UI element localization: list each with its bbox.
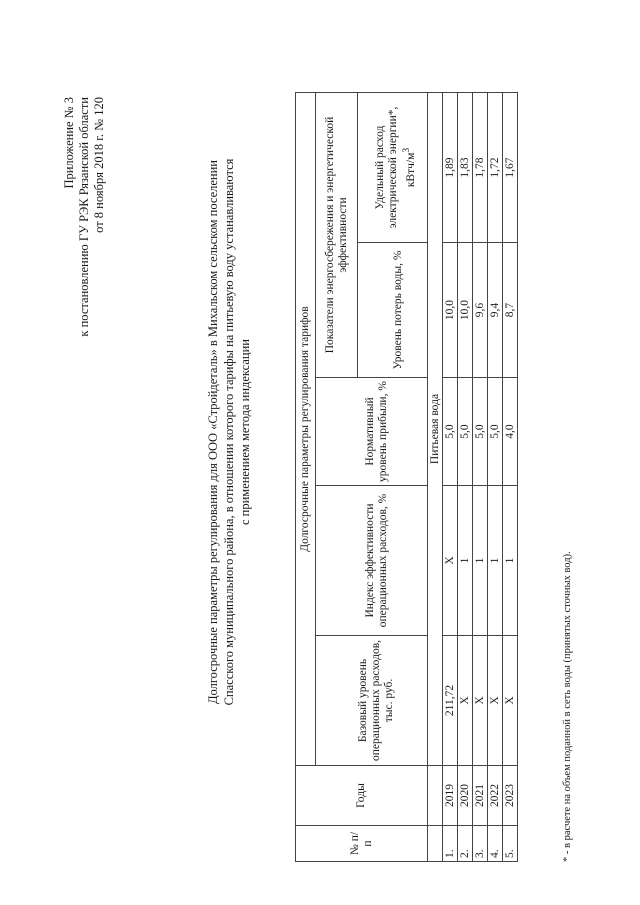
- cell-num: 5.: [503, 826, 518, 862]
- cell-normative-profit: 5,0: [473, 378, 488, 486]
- appendix-header: [62, 97, 107, 337]
- title-line: Спасского муниципального района, в отношении которого тарифы на питьевую воду устанавливаются: [222, 158, 236, 706]
- header-num: № п/п: [296, 826, 428, 862]
- table-row: [443, 93, 458, 862]
- cell-year: 2021: [473, 766, 488, 826]
- appendix-line: Приложение № 3: [62, 97, 76, 189]
- cell-water-loss: 9,4: [488, 243, 503, 378]
- cell-normative-profit: 4,0: [503, 378, 518, 486]
- cell-normative-profit: 5,0: [443, 378, 458, 486]
- cell-energy-use: 1,72: [488, 93, 503, 243]
- cell-efficiency-index: Х: [443, 486, 458, 636]
- cell-base-cost: Х: [458, 636, 473, 766]
- footnote: * - в расчете на объем поданной в сеть воды (принятых сточных вод).: [562, 551, 573, 862]
- header-energy-group: Показатели энергосбережения и энергетической эффективности: [316, 93, 358, 378]
- cell-water-loss: 10,0: [458, 243, 473, 378]
- cell-normative-profit: 5,0: [488, 378, 503, 486]
- cell-efficiency-index: 1: [503, 486, 518, 636]
- cell-num: 2.: [458, 826, 473, 862]
- appendix-line: от 8 ноября 2018 г. № 120: [92, 97, 106, 233]
- table-row: [503, 93, 518, 862]
- cell-energy-use: 1,83: [458, 93, 473, 243]
- cell-efficiency-index: 1: [458, 486, 473, 636]
- cell-base-cost: Х: [473, 636, 488, 766]
- document-page: [40, 12, 600, 892]
- section-drinking-water: Питьевая вода: [428, 93, 443, 766]
- parameters-table: [295, 92, 518, 862]
- table-row: [473, 93, 488, 862]
- header-years: Годы: [296, 766, 428, 826]
- cell-num: 3.: [473, 826, 488, 862]
- header-efficiency-index: Индекс эффективности операционных расходов, %: [316, 486, 428, 636]
- cell-energy-use: 1,78: [473, 93, 488, 243]
- cell-efficiency-index: 1: [488, 486, 503, 636]
- cell-energy-use: 1,67: [503, 93, 518, 243]
- document-title: [205, 32, 253, 832]
- table-row: [458, 93, 473, 862]
- header-energy-use: Удельный расход электрической энергии*, кВтч/$м^3$: [358, 93, 428, 243]
- header-water-loss: Уровень потерь воды, %: [358, 243, 428, 378]
- cell-energy-use: 1,89: [443, 93, 458, 243]
- cell-water-loss: 10,0: [443, 243, 458, 378]
- cell-normative-profit: 5,0: [458, 378, 473, 486]
- cell-water-loss: 9,6: [473, 243, 488, 378]
- cell-year: 2022: [488, 766, 503, 826]
- title-line: Долгосрочные параметры регулирования для ООО «Стройдеталь» в Михальском сельском поселении: [206, 160, 220, 704]
- cell-efficiency-index: 1: [473, 486, 488, 636]
- cell-num: 1.: [443, 826, 458, 862]
- header-normative-profit: Нормативный уровень прибыли, %: [316, 378, 428, 486]
- cell-base-cost: Х: [488, 636, 503, 766]
- cell-year: 2020: [458, 766, 473, 826]
- table-row: [488, 93, 503, 862]
- cell-year: 2019: [443, 766, 458, 826]
- cell-base-cost: 211,72: [443, 636, 458, 766]
- cell-num: 4.: [488, 826, 503, 862]
- cell-water-loss: 8,7: [503, 243, 518, 378]
- cell-base-cost: Х: [503, 636, 518, 766]
- title-line: с применением метода индексации: [238, 339, 252, 526]
- header-base-cost: Базовый уровень операционных расходов, тыс. руб.: [316, 636, 428, 766]
- header-top: Долгосрочные параметры регулирования тарифов: [296, 93, 316, 766]
- cell-year: 2023: [503, 766, 518, 826]
- appendix-line: к постановлению ГУ РЭК Рязанской области: [77, 97, 91, 337]
